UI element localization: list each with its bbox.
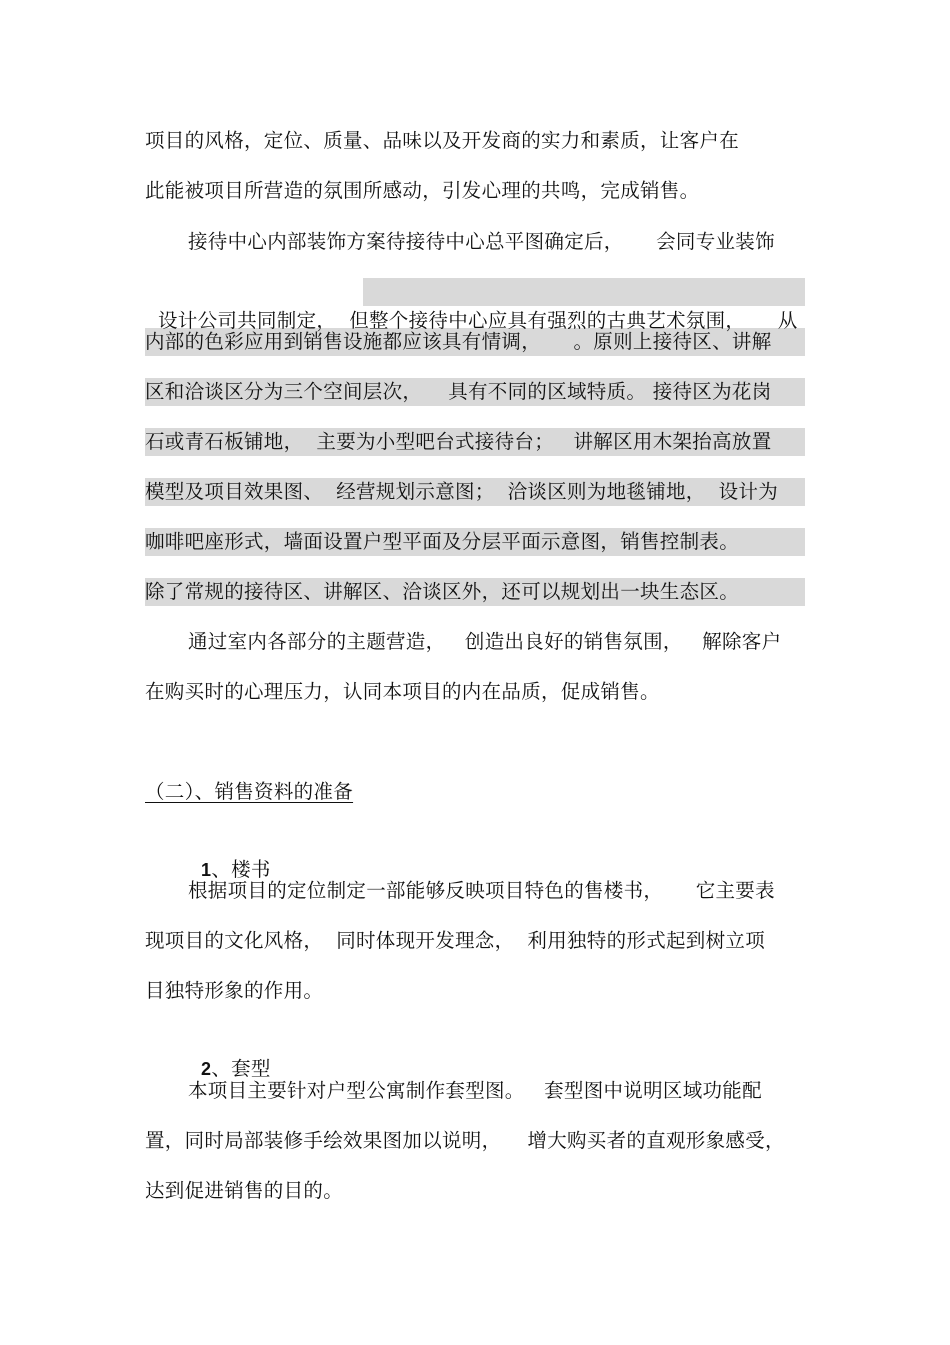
item-1-line-1: 根据项目的定位制定一部能够反映项目特色的售楼书， 它主要表 (188, 879, 775, 902)
item-1-title: 、楼书 (211, 858, 271, 881)
item-2-title: 、套型 (211, 1057, 271, 1080)
item-1-number: 1 (201, 860, 212, 880)
paragraph-2-line-2-highlighted: 整个接待中心应具有强烈的古典艺术氛围， 从 (369, 309, 798, 332)
paragraph-2-line-2 (145, 279, 798, 332)
item-2-heading (188, 1027, 271, 1080)
paragraph-2-line-6: 模型及项目效果图、 经营规划示意图； 洽谈区则为地毯铺地， 设计为 (145, 480, 778, 503)
paragraph-2-line-5: 石或青石板铺地， 主要为小型吧台式接待台； 讲解区用木架抬高放置 (145, 430, 772, 453)
item-2-line-2: 置，同时局部装修手绘效果图加以说明， 增大购买者的直观形象感受， (145, 1129, 785, 1152)
item-2-line-3: 达到促进销售的目的。 (145, 1179, 344, 1202)
item-2-line-1: 本项目主要针对户型公寓制作套型图。 套型图中说明区域功能配 (188, 1079, 762, 1102)
paragraph-2-line-8: 除了常规的接待区、讲解区、洽谈区外，还可以规划出一块生态区。 (145, 580, 740, 603)
paragraph-3-line-1: 通过室内各部分的主题营造， 创造出良好的销售氛围， 解除客户 (188, 630, 782, 653)
item-1-heading (188, 828, 271, 881)
paragraph-2-line-4: 区和洽谈区分为三个空间层次， 具有不同的区域特质。 接待区为花岗 (145, 380, 772, 403)
item-2-number: 2 (201, 1059, 212, 1079)
section-heading: （二）、销售资料的准备 (145, 780, 354, 803)
paragraph-1-line-2: 此能被项目所营造的氛围所感动，引发心理的共鸣，完成销售。 (145, 179, 700, 202)
item-1-line-2: 现项目的文化风格， 同时体现开发理念， 利用独特的形式起到树立项 (145, 929, 765, 952)
paragraph-2-line-1: 接待中心内部装饰方案待接待中心总平图确定后， 会同专业装饰 (188, 230, 775, 253)
paragraph-3-line-2: 在购买时的心理压力，认同本项目的内在品质，促成销售。 (145, 680, 660, 703)
paragraph-1-line-1: 项目的风格，定位、质量、品味以及开发商的实力和素质，让客户在 (145, 129, 740, 152)
paragraph-2-line-3: 内部的色彩应用到销售设施都应该具有情调， 。原则上接待区、讲解 (145, 330, 772, 353)
paragraph-2-line-2-plain: 设计公司共同制定， 但 (158, 309, 369, 332)
paragraph-2-line-7: 咖啡吧座形式，墙面设置户型平面及分层平面示意图，销售控制表。 (145, 530, 740, 553)
item-1-line-3: 目独特形象的作用。 (145, 979, 324, 1002)
